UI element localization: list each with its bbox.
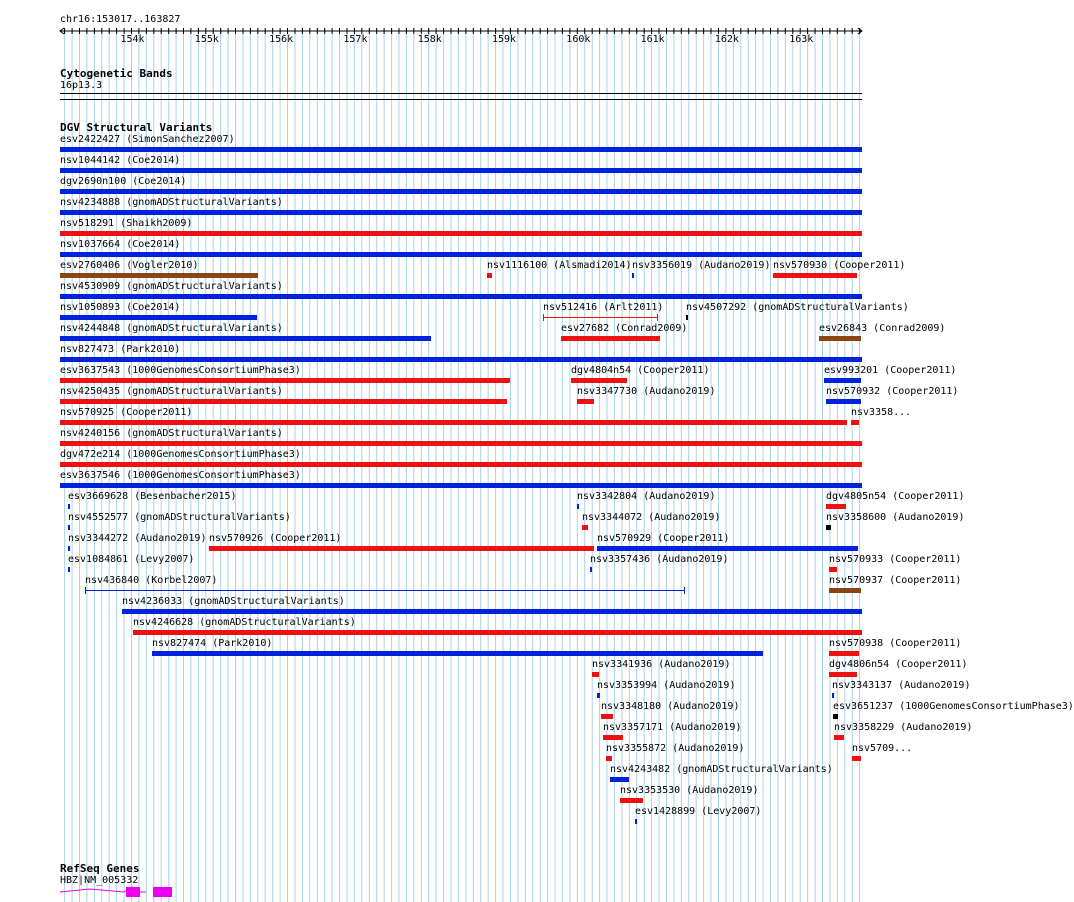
feature-label[interactable]: nsv518291 (Shaikh2009) (60, 218, 193, 229)
feature-label[interactable]: dgv4806n54 (Cooper2011) (829, 659, 968, 670)
feature-label[interactable]: nsv827473 (Park2010) (60, 344, 181, 355)
feature-label[interactable]: nsv4250435 (gnomADStructuralVariants) (60, 386, 283, 397)
feature-label[interactable]: nsv3358... (851, 407, 912, 418)
feature-glyph[interactable] (60, 357, 862, 362)
feature-glyph[interactable] (773, 273, 857, 278)
feature-label[interactable]: nsv1116100 (Alsmadi2014) (487, 260, 632, 271)
feature-glyph[interactable] (60, 336, 431, 341)
feature-label[interactable]: nsv3353994 (Audano2019) (597, 680, 736, 691)
feature-glyph[interactable] (851, 420, 859, 425)
ruler-tick-label: 155k (194, 34, 219, 45)
feature-glyph[interactable] (60, 210, 862, 215)
feature-glyph[interactable] (632, 273, 634, 278)
feature-glyph[interactable] (829, 651, 859, 656)
ruler-tick-label: 163k (789, 34, 814, 45)
feature-glyph[interactable] (60, 294, 862, 299)
feature-glyph[interactable] (122, 609, 862, 614)
feature-label[interactable]: dgv2690n100 (Coe2014) (60, 176, 187, 187)
feature-label[interactable]: nsv3347730 (Audano2019) (577, 386, 716, 397)
feature-label[interactable]: esv993201 (Cooper2011) (824, 365, 957, 376)
feature-label[interactable]: esv3637543 (1000GenomesConsortiumPhase3) (60, 365, 301, 376)
ruler-tick-label: 162k (714, 34, 739, 45)
feature-glyph[interactable] (60, 420, 847, 425)
feature-end-cap (543, 314, 544, 321)
feature-glyph[interactable] (819, 336, 861, 341)
feature-label[interactable]: nsv1050893 (Coe2014) (60, 302, 181, 313)
feature-glyph[interactable] (209, 546, 594, 551)
feature-label[interactable]: nsv3348180 (Audano2019) (601, 701, 740, 712)
feature-label[interactable]: nsv4234888 (gnomADStructuralVariants) (60, 197, 283, 208)
feature-glyph[interactable] (592, 672, 599, 677)
feature-label[interactable]: nsv4507292 (gnomADStructuralVariants) (686, 302, 909, 313)
feature-label[interactable]: esv1428899 (Levy2007) (635, 806, 762, 817)
feature-label[interactable]: nsv3356019 (Audano2019) (632, 260, 771, 271)
feature-glyph[interactable] (571, 378, 627, 383)
feature-label[interactable]: nsv3353530 (Audano2019) (620, 785, 759, 796)
feature-glyph[interactable] (606, 756, 612, 761)
feature-label[interactable]: nsv4236033 (gnomADStructuralVariants) (122, 596, 345, 607)
feature-glyph[interactable] (60, 462, 862, 467)
ruler-tick-label: 157k (343, 34, 368, 45)
feature-label[interactable]: esv26843 (Conrad2009) (819, 323, 946, 334)
feature-glyph[interactable] (60, 441, 862, 446)
feature-end-cap (657, 314, 658, 321)
feature-label[interactable]: nsv3344072 (Audano2019) (582, 512, 721, 523)
ruler-tick-label: 159k (492, 34, 517, 45)
feature-glyph[interactable] (577, 399, 594, 404)
feature-label[interactable]: nsv3358600 (Audano2019) (826, 512, 965, 523)
feature-glyph[interactable] (487, 273, 492, 278)
feature-label[interactable]: nsv570933 (Cooper2011) (829, 554, 962, 565)
feature-glyph[interactable] (60, 399, 507, 404)
feature-glyph[interactable] (561, 336, 660, 341)
feature-label[interactable]: nsv512416 (Arlt2011) (543, 302, 664, 313)
feature-glyph[interactable] (60, 147, 862, 152)
feature-label[interactable]: nsv570929 (Cooper2011) (597, 533, 730, 544)
feature-label[interactable]: nsv827474 (Park2010) (152, 638, 273, 649)
gene-exon (153, 887, 172, 897)
cytoband-label: 16p13.3 (60, 80, 103, 91)
track-title-refseq[interactable]: RefSeq Genes (60, 862, 140, 875)
feature-label[interactable]: esv27682 (Conrad2009) (561, 323, 688, 334)
feature-label[interactable]: nsv3357171 (Audano2019) (603, 722, 742, 733)
feature-label[interactable]: nsv570938 (Cooper2011) (829, 638, 962, 649)
feature-label[interactable]: esv1084861 (Levy2007) (68, 554, 195, 565)
feature-glyph[interactable] (686, 315, 688, 320)
feature-glyph[interactable] (543, 317, 658, 318)
feature-glyph[interactable] (60, 273, 258, 278)
feature-glyph[interactable] (826, 504, 846, 509)
feature-label[interactable]: nsv570932 (Cooper2011) (826, 386, 959, 397)
cytoband-bottom-rule (60, 99, 862, 100)
ruler-tick-label: 158k (417, 34, 442, 45)
cytoband-top-rule (60, 93, 862, 94)
feature-glyph[interactable] (68, 504, 70, 509)
feature-glyph[interactable] (60, 252, 862, 257)
feature-glyph[interactable] (832, 693, 834, 698)
ruler-tick-label: 161k (640, 34, 665, 45)
feature-glyph[interactable] (601, 714, 613, 719)
feature-label[interactable]: esv3669628 (Besenbacher2015) (68, 491, 237, 502)
feature-glyph[interactable] (833, 714, 838, 719)
feature-label[interactable]: nsv4243482 (gnomADStructuralVariants) (610, 764, 833, 775)
feature-end-cap (684, 587, 685, 594)
feature-label[interactable]: nsv3342804 (Audano2019) (577, 491, 716, 502)
track-title-dgv[interactable]: DGV Structural Variants (60, 121, 213, 134)
track-title-cytoband[interactable]: Cytogenetic Bands (60, 67, 173, 80)
feature-glyph[interactable] (610, 777, 629, 782)
feature-label[interactable]: nsv3343137 (Audano2019) (832, 680, 971, 691)
ruler-tick-label: 160k (566, 34, 591, 45)
feature-label[interactable]: dgv4804n54 (Cooper2011) (571, 365, 710, 376)
feature-glyph[interactable] (68, 525, 70, 530)
gene-label[interactable]: HBZ|NM_005332 (60, 875, 139, 886)
gene-exon (126, 887, 140, 897)
feature-glyph[interactable] (85, 590, 685, 591)
feature-label[interactable]: esv2760406 (Vogler2010) (60, 260, 199, 271)
feature-glyph[interactable] (133, 630, 862, 635)
feature-label[interactable]: esv2422427 (SimonSanchez2007) (60, 134, 235, 145)
feature-label[interactable]: nsv4244848 (gnomADStructuralVariants) (60, 323, 283, 334)
feature-glyph[interactable] (60, 483, 862, 488)
feature-label[interactable]: nsv4246628 (gnomADStructuralVariants) (133, 617, 356, 628)
feature-label[interactable]: dgv4805n54 (Cooper2011) (826, 491, 965, 502)
feature-glyph[interactable] (577, 504, 579, 509)
feature-label[interactable]: esv3651237 (1000GenomesConsortiumPhase3) (833, 701, 1074, 712)
feature-glyph[interactable] (829, 672, 857, 677)
feature-glyph[interactable] (597, 693, 600, 698)
feature-label[interactable]: nsv3357436 (Audano2019) (590, 554, 729, 565)
feature-label[interactable]: dgv472e214 (1000GenomesConsortiumPhase3) (60, 449, 301, 460)
feature-glyph[interactable] (60, 168, 862, 173)
feature-label[interactable]: nsv4552577 (gnomADStructuralVariants) (68, 512, 291, 523)
feature-label[interactable]: nsv3341936 (Audano2019) (592, 659, 731, 670)
feature-label[interactable]: nsv436840 (Korbel2007) (85, 575, 218, 586)
feature-label[interactable]: nsv4240156 (gnomADStructuralVariants) (60, 428, 283, 439)
feature-glyph[interactable] (852, 756, 861, 761)
feature-label[interactable]: nsv1044142 (Coe2014) (60, 155, 181, 166)
feature-label[interactable]: nsv570930 (Cooper2011) (773, 260, 906, 271)
feature-end-cap (85, 587, 86, 594)
feature-label[interactable]: nsv3344272 (Audano2019) (68, 533, 207, 544)
feature-glyph[interactable] (68, 546, 70, 551)
feature-label[interactable]: nsv5709... (852, 743, 913, 754)
feature-glyph[interactable] (590, 567, 592, 572)
gene-model-hbz[interactable] (60, 886, 180, 898)
feature-label[interactable]: nsv3358229 (Audano2019) (834, 722, 973, 733)
ruler-tick-label: 154k (120, 34, 145, 45)
feature-glyph[interactable] (620, 798, 643, 803)
feature-label[interactable]: nsv570926 (Cooper2011) (209, 533, 342, 544)
feature-label[interactable]: nsv4530909 (gnomADStructuralVariants) (60, 281, 283, 292)
feature-glyph[interactable] (635, 819, 637, 824)
feature-glyph[interactable] (152, 651, 763, 656)
feature-glyph[interactable] (60, 189, 862, 194)
ruler-tick-label: 156k (269, 34, 294, 45)
feature-label[interactable]: nsv1037664 (Coe2014) (60, 239, 181, 250)
feature-glyph[interactable] (829, 567, 837, 572)
feature-label[interactable]: esv3637546 (1000GenomesConsortiumPhase3) (60, 470, 301, 481)
feature-glyph[interactable] (60, 315, 257, 320)
feature-label[interactable]: nsv570925 (Cooper2011) (60, 407, 193, 418)
feature-glyph[interactable] (60, 378, 510, 383)
feature-glyph[interactable] (826, 525, 831, 530)
feature-glyph[interactable] (826, 399, 861, 404)
feature-glyph[interactable] (603, 735, 623, 740)
feature-glyph[interactable] (60, 231, 862, 236)
feature-glyph[interactable] (582, 525, 588, 530)
feature-label[interactable]: nsv570937 (Cooper2011) (829, 575, 962, 586)
feature-label[interactable]: nsv3355872 (Audano2019) (606, 743, 745, 754)
feature-glyph[interactable] (68, 567, 70, 572)
position-label: chr16:153017..163827 (60, 14, 181, 25)
feature-glyph[interactable] (597, 546, 858, 551)
feature-glyph[interactable] (824, 378, 861, 383)
feature-glyph[interactable] (834, 735, 844, 740)
feature-glyph[interactable] (829, 588, 861, 593)
